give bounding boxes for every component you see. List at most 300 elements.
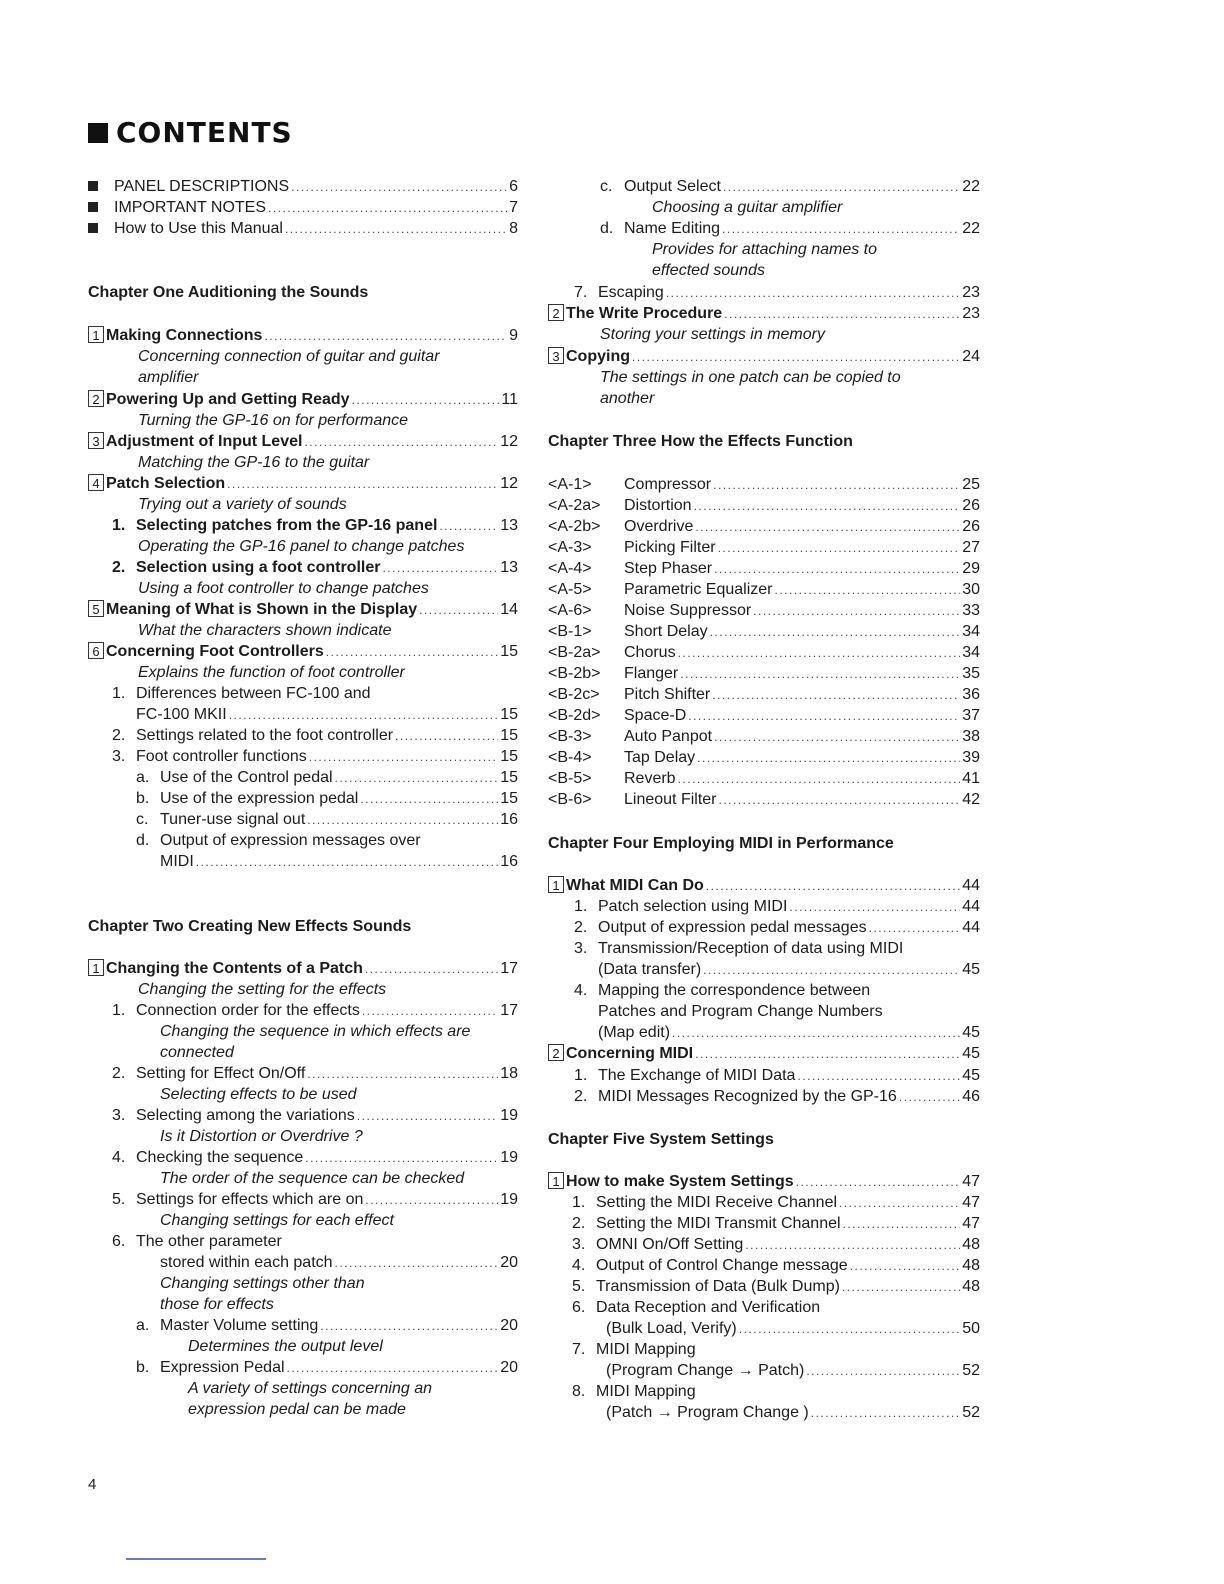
entry-title: Noise Suppressor [624, 602, 752, 619]
dot-leader [678, 643, 961, 664]
entry-text [88, 958, 363, 979]
dot-leader [775, 580, 961, 601]
entry-text [112, 725, 393, 746]
page-ref: 22 [962, 178, 980, 195]
entry-text [598, 1001, 883, 1022]
toc-entry [88, 746, 518, 767]
toc-entry [88, 809, 518, 830]
entry-text [548, 558, 712, 579]
toc-entry [548, 239, 980, 260]
toc-entry [88, 218, 518, 239]
toc-entry [88, 1273, 518, 1294]
page-ref: 8 [509, 220, 518, 237]
entry-text [160, 1168, 464, 1189]
page-ref: 9 [509, 327, 518, 344]
toc-entry [548, 367, 980, 388]
entry-text [572, 1276, 840, 1297]
toc-entry [88, 1336, 518, 1357]
toc-entry [548, 980, 980, 1001]
entry-title: (Map edit) [598, 1024, 671, 1041]
square-bullet-icon [88, 123, 108, 143]
entry-title: IMPORTANT NOTES [114, 199, 267, 216]
toc-entry [88, 1399, 518, 1420]
entry-text [574, 282, 664, 303]
entry-description: Turning the GP-16 on for performance [138, 412, 409, 429]
entry-description: Concerning connection of guitar and guitar [138, 348, 440, 365]
toc-entry [88, 431, 518, 452]
entry-title: Overdrive [624, 518, 694, 535]
page-ref: 37 [962, 707, 980, 724]
toc-entry [88, 325, 518, 346]
entry-text [598, 1022, 670, 1043]
page-ref: 14 [500, 601, 518, 618]
entry-description: Changing the sequence in which effects are [160, 1023, 471, 1040]
entry-title: What MIDI Can Do [566, 877, 704, 894]
square-bullet-icon [88, 202, 98, 212]
square-bullet-icon [88, 181, 98, 191]
item-number: 3. [112, 1107, 126, 1124]
chapter-heading: Chapter One Auditioning the Sounds [88, 284, 369, 301]
toc-entry [548, 684, 980, 705]
entry-text [136, 1357, 285, 1378]
entry-title: PANEL DESCRIPTIONS [114, 178, 290, 195]
page-ref: 36 [962, 686, 980, 703]
dot-leader [326, 642, 498, 663]
entry-text [548, 875, 704, 896]
entry-text [160, 851, 194, 872]
item-number: 2. [112, 1065, 126, 1082]
page-title: CONTENTS [88, 116, 293, 149]
entry-description: A variety of settings concerning an [188, 1380, 432, 1397]
dot-leader [724, 304, 960, 325]
toc-entry [548, 558, 980, 579]
page-ref: 42 [962, 791, 980, 808]
page-ref: 16 [500, 853, 518, 870]
toc-entry [548, 474, 980, 495]
effect-code: <B-5> [548, 770, 592, 787]
dot-leader [850, 1256, 961, 1277]
dot-leader [713, 475, 960, 496]
dot-leader [268, 198, 507, 219]
section-number-box: 1 [88, 959, 104, 976]
entry-text [136, 809, 305, 830]
toc-entry [88, 1084, 518, 1105]
toc-entry [88, 494, 518, 515]
toc-entry [548, 959, 980, 980]
toc-entry [548, 1001, 980, 1022]
page-ref: 17 [500, 1002, 518, 1019]
entry-title: (Bulk Load, Verify) [606, 1320, 737, 1337]
dot-leader [335, 1253, 499, 1274]
entry-title: Space-D [624, 707, 687, 724]
toc-entry [548, 833, 980, 854]
toc-entry [88, 979, 518, 1000]
entry-text [548, 747, 695, 768]
entry-title: Setting the MIDI Receive Channel [596, 1194, 838, 1211]
page-ref: 47 [962, 1173, 980, 1190]
toc-entry [88, 1126, 518, 1147]
toc-entry [88, 536, 518, 557]
toc-entry [548, 1339, 980, 1360]
toc-entry [88, 599, 518, 620]
entry-text [606, 1360, 804, 1381]
entry-title: Transmission/Reception of data using MIDI [598, 940, 904, 957]
toc-entry [548, 176, 980, 197]
entry-title: MIDI Messages Recognized by the GP-16 [598, 1088, 897, 1105]
entry-text [574, 1065, 795, 1086]
toc-entry [548, 282, 980, 303]
page-ref: 39 [962, 749, 980, 766]
item-number: c. [136, 811, 149, 828]
entry-title: Concerning MIDI [566, 1045, 694, 1062]
toc-entry [88, 1315, 518, 1336]
page-ref: 34 [962, 644, 980, 661]
entry-text [652, 239, 877, 260]
dot-leader [285, 219, 507, 240]
entry-text [88, 916, 411, 937]
toc-entry [548, 1402, 980, 1423]
toc-entry [88, 851, 518, 872]
toc-entry [88, 557, 518, 578]
entry-title: Transmission of Data (Bulk Dump) [596, 1278, 840, 1295]
toc-entry [548, 1255, 980, 1276]
page-ref: 13 [500, 559, 518, 576]
effect-code: <B-3> [548, 728, 592, 745]
toc-entry [548, 768, 980, 789]
page-ref: 29 [962, 560, 980, 577]
dot-leader [842, 1277, 960, 1298]
effect-code: <B-2a> [548, 644, 601, 661]
toc-entry [88, 389, 518, 410]
entry-text [606, 1318, 737, 1339]
page-ref: 45 [962, 1024, 980, 1041]
entry-title: Patch Selection [106, 475, 226, 492]
toc-entry [548, 218, 980, 239]
entry-text [112, 1189, 363, 1210]
toc-entry [88, 788, 518, 809]
dot-leader [722, 219, 960, 240]
section-number-box: 2 [548, 304, 564, 321]
entry-text [548, 684, 710, 705]
entry-text [606, 1402, 809, 1423]
section-number-box: 4 [88, 474, 104, 491]
entry-text [160, 1294, 274, 1315]
entry-text [160, 1126, 363, 1147]
entry-title: Name Editing [624, 220, 721, 237]
entry-title: Parametric Equalizer [624, 581, 773, 598]
toc-entry [88, 683, 518, 704]
item-number: 2. [574, 919, 588, 936]
dot-leader [688, 706, 960, 727]
dot-leader [789, 897, 960, 918]
toc-entry [548, 1381, 980, 1402]
entry-title: Short Delay [624, 623, 708, 640]
entry-text [574, 1086, 897, 1107]
entry-text [548, 600, 751, 621]
chapter-heading: Chapter Three How the Effects Function [548, 433, 853, 450]
section-number-box: 1 [88, 326, 104, 343]
entry-text [88, 473, 225, 494]
entry-title: Selecting among the variations [136, 1107, 355, 1124]
entry-text [188, 1399, 406, 1420]
entry-text [88, 389, 350, 410]
entry-text [548, 537, 716, 558]
page-ref: 15 [500, 769, 518, 786]
page-ref: 19 [500, 1149, 518, 1166]
dot-leader [694, 496, 961, 517]
dot-leader [309, 747, 498, 768]
entry-text [600, 367, 901, 388]
item-number: 4. [112, 1149, 126, 1166]
toc-entry [88, 1252, 518, 1273]
item-number: 1. [574, 898, 588, 915]
page-ref: 26 [962, 518, 980, 535]
toc-entry [548, 1065, 980, 1086]
page-ref: 16 [500, 811, 518, 828]
dot-leader [714, 727, 960, 748]
toc-entry [88, 1357, 518, 1378]
page-ref: 52 [962, 1404, 980, 1421]
entry-title: Flanger [624, 665, 679, 682]
dot-leader [745, 1235, 960, 1256]
entry-title: Concerning Foot Controllers [106, 643, 324, 660]
entry-text [548, 768, 676, 789]
entry-description: Choosing a guitar amplifier [652, 199, 843, 216]
entry-title: Distortion [624, 497, 692, 514]
dot-leader [227, 474, 498, 495]
entry-description: Storing your settings in memory [600, 326, 825, 343]
entry-title: Tuner-use signal out [160, 811, 306, 828]
page-ref: 45 [962, 1045, 980, 1062]
page-ref: 12 [500, 433, 518, 450]
entry-text [574, 896, 787, 917]
page-ref: 24 [962, 348, 980, 365]
effect-code: <A-2a> [548, 497, 601, 514]
toc-entry [548, 324, 980, 345]
toc-entry [548, 621, 980, 642]
toc-entry [88, 1231, 518, 1252]
entry-title: Tap Delay [624, 749, 696, 766]
toc-entry [88, 473, 518, 494]
page-ref: 41 [962, 770, 980, 787]
entry-text [548, 516, 693, 537]
effect-code: <B-2d> [548, 707, 601, 724]
entry-text [138, 494, 347, 515]
entry-text [548, 1129, 774, 1150]
dot-leader [678, 769, 961, 790]
entry-title: Patches and Program Change Numbers [598, 1003, 883, 1020]
dot-leader [710, 622, 961, 643]
dot-leader [439, 516, 498, 537]
dot-leader [697, 748, 960, 769]
toc-entry [88, 346, 518, 367]
entry-text [548, 1043, 693, 1064]
toc-entry [88, 1189, 518, 1210]
entry-title: MIDI Mapping [596, 1383, 696, 1400]
toc-entry [88, 958, 518, 979]
item-number: 2. [112, 727, 126, 744]
dot-leader [357, 1106, 498, 1127]
item-number: c. [600, 178, 613, 195]
entry-description: Using a foot controller to change patches [138, 580, 429, 597]
entry-text [598, 959, 701, 980]
toc-entry [548, 789, 980, 810]
effect-code: <A-1> [548, 476, 592, 493]
page-ref: 52 [962, 1362, 980, 1379]
footer-rule [126, 1558, 266, 1560]
entry-text [600, 218, 720, 239]
toc-entry [548, 726, 980, 747]
entry-text [188, 1378, 432, 1399]
toc-entry [548, 600, 980, 621]
entry-title: Meaning of What is Shown in the Display [106, 601, 418, 618]
dot-leader [365, 959, 498, 980]
toc-entry [88, 1294, 518, 1315]
entry-text [138, 620, 391, 641]
entry-text [138, 367, 198, 388]
entry-title: Copying [566, 348, 630, 365]
entry-text [88, 325, 262, 346]
toc-entry [88, 578, 518, 599]
page-ref: 17 [500, 960, 518, 977]
page-ref: 23 [962, 284, 980, 301]
toc-entry [88, 1210, 518, 1231]
entry-text [136, 830, 421, 851]
toc-entry [88, 176, 518, 197]
item-number: 6. [572, 1299, 586, 1316]
page-ref: 48 [962, 1236, 980, 1253]
entry-title: Checking the sequence [136, 1149, 304, 1166]
item-number: 7. [574, 284, 588, 301]
entry-text [572, 1213, 841, 1234]
entry-text [88, 431, 302, 452]
chapter-heading: Chapter Four Employing MIDI in Performance [548, 835, 894, 852]
page-ref: 22 [962, 220, 980, 237]
toc-entry [548, 1297, 980, 1318]
effect-code: <B-6> [548, 791, 592, 808]
dot-leader [806, 1361, 960, 1382]
entry-text [138, 452, 369, 473]
page-ref: 15 [500, 706, 518, 723]
toc-entry [548, 1276, 980, 1297]
toc-entry [88, 1168, 518, 1189]
item-number: 5. [572, 1278, 586, 1295]
entry-text [112, 515, 437, 536]
dot-leader [666, 283, 960, 304]
page-ref: 46 [962, 1088, 980, 1105]
toc-entry [548, 516, 980, 537]
entry-text [112, 557, 380, 578]
entry-text [112, 1000, 360, 1021]
entry-text [160, 1021, 470, 1042]
entry-text [652, 260, 765, 281]
item-number: 3. [572, 1236, 586, 1253]
page-ref: 48 [962, 1278, 980, 1295]
dot-leader [843, 1214, 961, 1235]
entry-text [600, 324, 825, 345]
section-number-box: 1 [548, 1172, 564, 1189]
toc-entry [88, 620, 518, 641]
toc-entry [548, 1192, 980, 1213]
entry-description: Changing settings for each effect [160, 1212, 394, 1229]
toc-entry [548, 303, 980, 324]
effect-code: <A-2b> [548, 518, 601, 535]
dot-leader [419, 600, 498, 621]
entry-description: Changing the setting for the effects [138, 981, 387, 998]
page-ref: 6 [509, 178, 518, 195]
entry-text [88, 599, 417, 620]
toc-entry [548, 1171, 980, 1192]
dot-leader [723, 177, 960, 198]
toc-entry [548, 1043, 980, 1064]
entry-description: Operating the GP-16 panel to change patches [138, 538, 465, 555]
entry-description: The order of the sequence can be checked [160, 1170, 465, 1187]
effect-code: <B-4> [548, 749, 592, 766]
entry-text [88, 218, 283, 239]
dot-leader [362, 1001, 498, 1022]
dot-leader [229, 705, 499, 726]
entry-text [548, 705, 686, 726]
entry-title: Data Reception and Verification [596, 1299, 821, 1316]
entry-text [574, 917, 867, 938]
effect-code: <B-2b> [548, 665, 601, 682]
entry-title: How to make System Settings [566, 1173, 794, 1190]
entry-title: Setting the MIDI Transmit Channel [596, 1215, 841, 1232]
entry-title: Step Phaser [624, 560, 713, 577]
toc-entry [88, 1105, 518, 1126]
entry-title: Mapping the correspondence between [598, 982, 871, 999]
dot-leader [672, 1023, 960, 1044]
toc-entry [548, 346, 980, 367]
entry-text [574, 938, 903, 959]
entry-title: (Data transfer) [598, 961, 702, 978]
entry-text [548, 726, 712, 747]
entry-text [138, 536, 464, 557]
entry-text [548, 303, 722, 324]
dot-leader [839, 1193, 960, 1214]
toc-entry [548, 260, 980, 281]
entry-description: Explains the function of foot controller [138, 664, 405, 681]
entry-text [112, 1147, 303, 1168]
entry-description: Changing settings other than [160, 1275, 365, 1292]
dot-leader [291, 177, 507, 198]
toc-entry [548, 705, 980, 726]
entry-title: Settings related to the foot controller [136, 727, 394, 744]
entry-title: Lineout Filter [624, 791, 717, 808]
page-ref: 47 [962, 1215, 980, 1232]
dot-leader [335, 768, 499, 789]
entry-title: Reverb [624, 770, 676, 787]
entry-text [548, 833, 894, 854]
item-number: a. [136, 769, 150, 786]
entry-text [112, 1231, 282, 1252]
entry-description: amplifier [138, 369, 199, 386]
entry-text [136, 1315, 318, 1336]
item-number: 4. [572, 1257, 586, 1274]
dot-leader [352, 390, 500, 411]
dot-leader [718, 538, 961, 559]
page-ref: 47 [962, 1194, 980, 1211]
page-ref: 27 [962, 539, 980, 556]
entry-title: Output Select [624, 178, 721, 195]
toc-entry [548, 1234, 980, 1255]
page-ref: 23 [962, 305, 980, 322]
dot-leader [797, 1066, 960, 1087]
entry-text [600, 176, 721, 197]
page-ref: 50 [962, 1320, 980, 1337]
dot-leader [739, 1319, 960, 1340]
entry-title: (Patch → Program Change ) [606, 1404, 809, 1421]
